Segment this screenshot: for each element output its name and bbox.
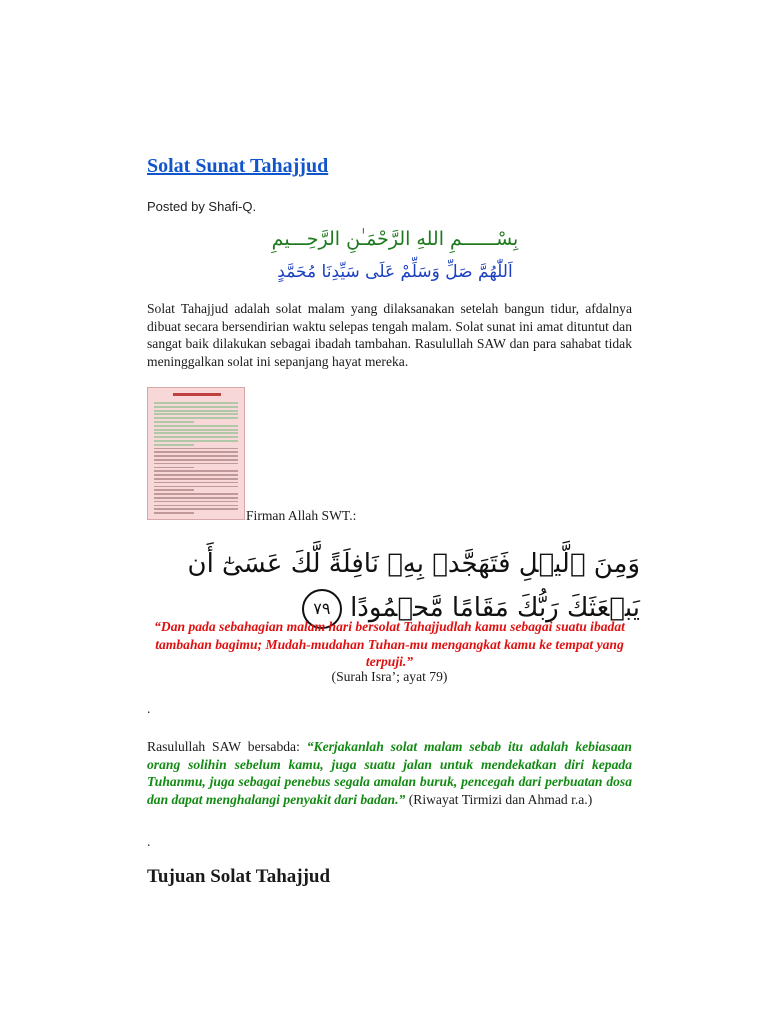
thumbnail-text-line	[154, 410, 238, 412]
thumbnail-text-line	[154, 508, 238, 510]
hadith-paragraph	[147, 738, 632, 808]
thumbnail-text-line	[154, 436, 238, 438]
thumbnail-text-line	[154, 451, 238, 453]
thumbnail-heading	[173, 393, 221, 396]
hadith-intro: Rasulullah SAW bersabda:	[147, 739, 307, 754]
thumbnail-text-line	[154, 486, 238, 488]
thumbnail-text-line	[154, 440, 238, 442]
hadith-quote: “Kerjakanlah solat malam sebab itu adalah kebiasaan orang solihin sebelum kamu, juga suatu jalan untuk mendekatkan diri kepada Tuhanmu, juga sebagai penebus segala amalan buruk, pencegah dari perbuatan dosa dan dapat menghalangi penyakit dari badan.”	[147, 739, 632, 807]
thumbnail-text-line	[154, 489, 194, 491]
thumbnail-text-line	[154, 455, 238, 457]
thumbnail-text-line	[154, 467, 194, 469]
thumbnail-text-line	[154, 501, 238, 503]
quran-verse-text: وَمِنَ ٱلَّيۡلِ فَتَهَجَّدۡ بِهِۦ نَافِلَةً لَّكَ عَسَىٰٓ أَن يَبۡعَثَكَ رَبُّكَ مَقَامًا مَّحۡمُودًا	[187, 549, 640, 623]
thumbnail-text-line	[154, 505, 238, 507]
thumbnail-text-line	[154, 493, 238, 495]
thumbnail-text-line	[154, 406, 238, 408]
thumbnail-text-line	[154, 478, 238, 480]
thumbnail-text-line	[154, 421, 194, 423]
verse-reference: (Surah Isra’; ayat 79)	[331, 669, 448, 684]
thumbnail-text-line	[154, 429, 238, 431]
doa-image-thumbnail	[147, 387, 245, 520]
thumbnail-text-line	[154, 482, 238, 484]
thumbnail-text-line	[154, 432, 238, 434]
thumbnail-text-line	[154, 448, 238, 450]
thumbnail-text-line	[154, 459, 238, 461]
thumbnail-text-line	[154, 413, 238, 415]
thumbnail-text-line	[154, 425, 238, 427]
thumbnail-text-line	[154, 474, 238, 476]
thumbnail-text-line	[154, 402, 238, 404]
separator-dot: .	[147, 701, 151, 716]
posted-by: Posted by Shafi-Q.	[147, 199, 257, 214]
salawat-text: اَللّٰهُمَّ صَلِّ وَسَلِّمْ عَلَى سَيِّدِنَا مُحَمَّدٍ	[277, 262, 513, 282]
thumbnail-text-line	[154, 444, 194, 446]
thumbnail-text-line	[154, 417, 238, 419]
hadith-source: (Riwayat Tirmizi dan Ahmad r.a.)	[405, 791, 593, 807]
thumbnail-text-line	[154, 470, 238, 472]
verse-translation: “Dan pada sebahagian malam hari bersolat Tahajjudlah kamu sebagai suatu ibadat tambahan bagimu; Mudah-mudahan Tuhan-mu mengangkat kamu ke tempat yang terpuji.”	[154, 619, 625, 669]
section-heading: Tujuan Solat Tahajjud	[147, 866, 331, 887]
thumbnail-text-line	[154, 463, 238, 465]
thumbnail-text-line	[154, 497, 238, 499]
verse-number-marker: ٧٩	[302, 589, 342, 629]
separator-dot: .	[147, 834, 151, 849]
article-title-link[interactable]: Solat Sunat Tahajjud	[147, 155, 329, 177]
firman-label: Firman Allah SWT.:	[246, 508, 357, 523]
intro-paragraph: Solat Tahajjud adalah solat malam yang dilaksanakan setelah bangun tidur, afdalnya dibuat secara bersendirian waktu selepas tengah malam. Solat sunat ini amat dituntut dan sangat baik dilakukan sebagai ibadah tambahan. Rasulullah SAW dan para sahabat tidak meninggalkan solat ini sepanjang hayat mereka.	[147, 301, 632, 369]
thumbnail-text-line	[154, 512, 194, 514]
quran-verse	[160, 542, 640, 630]
basmalah-text: بِسْــــــمِ اللهِ الرَّحْمَـٰنِ الرَّحِـــيمِ	[271, 228, 519, 250]
